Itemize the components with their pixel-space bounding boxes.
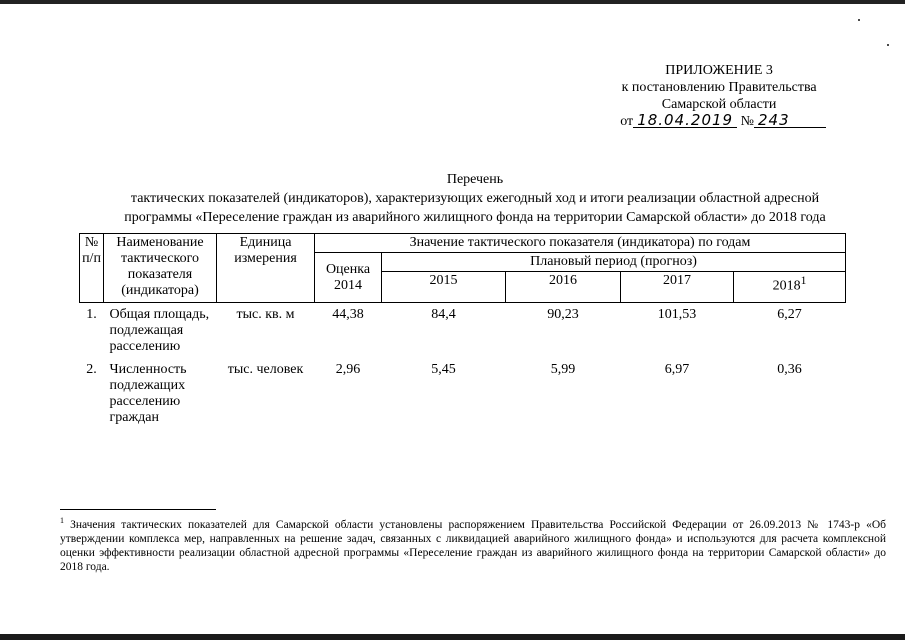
footnote-ref: 1 bbox=[800, 274, 807, 287]
row-value: 5,99 bbox=[550, 362, 576, 377]
footnote-text: Значения тактических показателей для Самарской области установлены распоряжением Правительства Российской Федерации от 26.09.2013 № 1743-р «Об утверждении комплекса мер, направленных на решение задач, связанных с ликвидацией аварийного жилищного фонда» и используются для расчета комплексной оценки эффективности реализации областной адресной программы «Переселение граждан из аварийного жилищного фонда на территории Самарской области» до 2018 года. bbox=[60, 518, 886, 573]
footnote bbox=[60, 514, 886, 574]
title-line-3: программы «Переселение граждан из аварийного жилищного фонда на территории Самарской области» до 2018 года bbox=[124, 210, 826, 225]
row-value: 2,96 bbox=[335, 362, 361, 377]
row-num: 1. bbox=[86, 307, 97, 322]
scan-bottom-edge bbox=[0, 634, 905, 640]
row-unit: тыс. человек bbox=[227, 362, 304, 377]
appendix-block bbox=[612, 62, 826, 130]
header-year-2016: 2016 bbox=[506, 272, 621, 303]
row-value: 101,53 bbox=[657, 307, 697, 322]
number-prefix: № bbox=[740, 114, 754, 129]
row-value: 6,27 bbox=[777, 307, 802, 322]
title-line-2: тактических показателей (индикаторов), характеризующих ежегодный ход и итоги реализации областной адресной bbox=[130, 191, 820, 206]
scan-speck bbox=[887, 44, 889, 46]
table-row bbox=[80, 356, 846, 427]
row-value: 0,36 bbox=[777, 362, 802, 377]
header-year-2018-label: 2018 bbox=[772, 278, 801, 294]
document-title bbox=[60, 170, 890, 227]
header-unit: Единица измерения bbox=[217, 234, 315, 303]
appendix-line-1: к постановлению Правительства bbox=[621, 80, 817, 95]
date-prefix: от bbox=[620, 114, 634, 129]
handwritten-number: 243 bbox=[754, 113, 826, 128]
header-year-2018 bbox=[734, 272, 846, 303]
row-value: 44,38 bbox=[332, 307, 364, 322]
handwritten-date: 18.04.2019 bbox=[633, 113, 737, 128]
header-year-2017: 2017 bbox=[621, 272, 734, 303]
row-value: 84,4 bbox=[431, 307, 456, 322]
row-num: 2. bbox=[86, 362, 97, 377]
appendix-title: ПРИЛОЖЕНИЕ 3 bbox=[665, 63, 773, 78]
footnote-separator bbox=[60, 509, 216, 510]
row-name: Общая площадь, подлежащая расселению bbox=[109, 307, 210, 354]
footnote-marker: 1 bbox=[60, 516, 64, 525]
scan-top-edge bbox=[0, 0, 905, 4]
row-value: 6,97 bbox=[664, 362, 690, 377]
header-values-group: Значение тактического показателя (индикатора) по годам bbox=[315, 234, 846, 253]
row-value: 5,45 bbox=[431, 362, 456, 377]
appendix-line-2: Самарской области bbox=[661, 97, 777, 112]
header-plan-group: Плановый период (прогноз) bbox=[382, 253, 846, 272]
indicators-table bbox=[79, 233, 846, 427]
header-estimate: Оценка 2014 bbox=[315, 253, 382, 303]
header-year-2015: 2015 bbox=[382, 272, 506, 303]
row-value: 90,23 bbox=[547, 307, 579, 322]
appendix-date-line bbox=[620, 113, 826, 130]
scan-speck bbox=[858, 19, 860, 21]
row-unit: тыс. кв. м bbox=[236, 307, 295, 322]
title-line-1: Перечень bbox=[446, 172, 504, 187]
header-num: № п/п bbox=[80, 234, 104, 303]
table-row bbox=[80, 303, 846, 357]
row-name: Численность подлежащих расселению граждан bbox=[109, 362, 187, 425]
header-name: Наименование тактического показателя (индикатора) bbox=[104, 234, 217, 303]
